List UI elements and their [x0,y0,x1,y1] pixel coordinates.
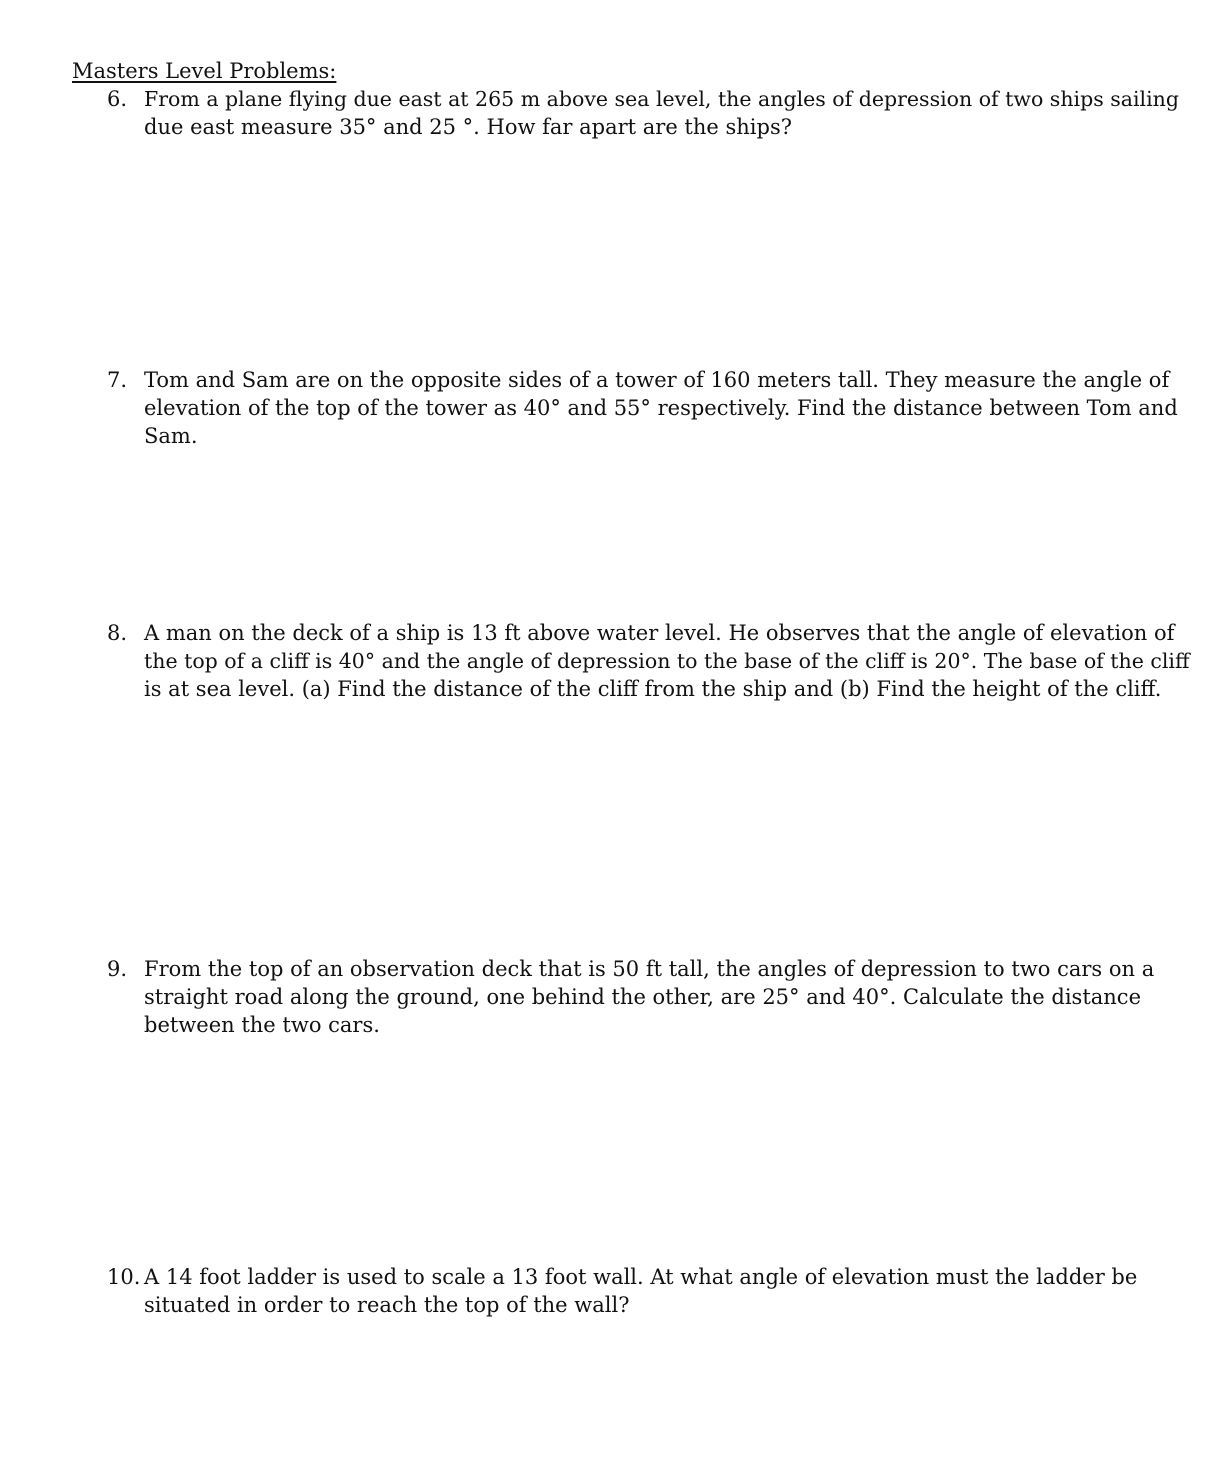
problem-text-line: straight road along the ground, one behind the other, are 25° and 40°. Calculate the distance [144,985,1141,1009]
problem-number: 10. [107,1265,141,1289]
problem-number: 8. [107,621,128,645]
problem-text-line: is at sea level. (a) Find the distance of the cliff from the ship and (b) Find the height of the cliff. [144,677,1162,701]
section-heading: Masters Level Problems: [72,59,337,83]
problem-number: 7. [107,368,128,392]
problem-number: 6. [107,87,128,111]
problem-text-line: Tom and Sam are on the opposite sides of a tower of 160 meters tall. They measure the angle of [144,368,1170,392]
problem-text-line: Sam. [144,424,198,448]
problem-text-line: situated in order to reach the top of the wall? [144,1293,630,1317]
problem-text-line: From the top of an observation deck that is 50 ft tall, the angles of depression to two cars on a [144,957,1155,981]
problem-number: 9. [107,957,128,981]
problem-text-line: A 14 foot ladder is used to scale a 13 foot wall. At what angle of elevation must the ladder be [144,1265,1138,1289]
problem-text-line: the top of a cliff is 40° and the angle of depression to the base of the cliff is 20°. The base of the cliff [144,649,1190,673]
problem-text-line: due east measure 35° and 25 °. How far apart are the ships? [144,115,792,139]
problem-text-line: From a plane flying due east at 265 m above sea level, the angles of depression of two ships sailing [144,87,1179,111]
problem-text-line: elevation of the top of the tower as 40° and 55° respectively. Find the distance between Tom and [144,396,1178,420]
problem-text-line: A man on the deck of a ship is 13 ft above water level. He observes that the angle of elevation of [144,621,1175,645]
problem-text-line: between the two cars. [144,1013,380,1037]
